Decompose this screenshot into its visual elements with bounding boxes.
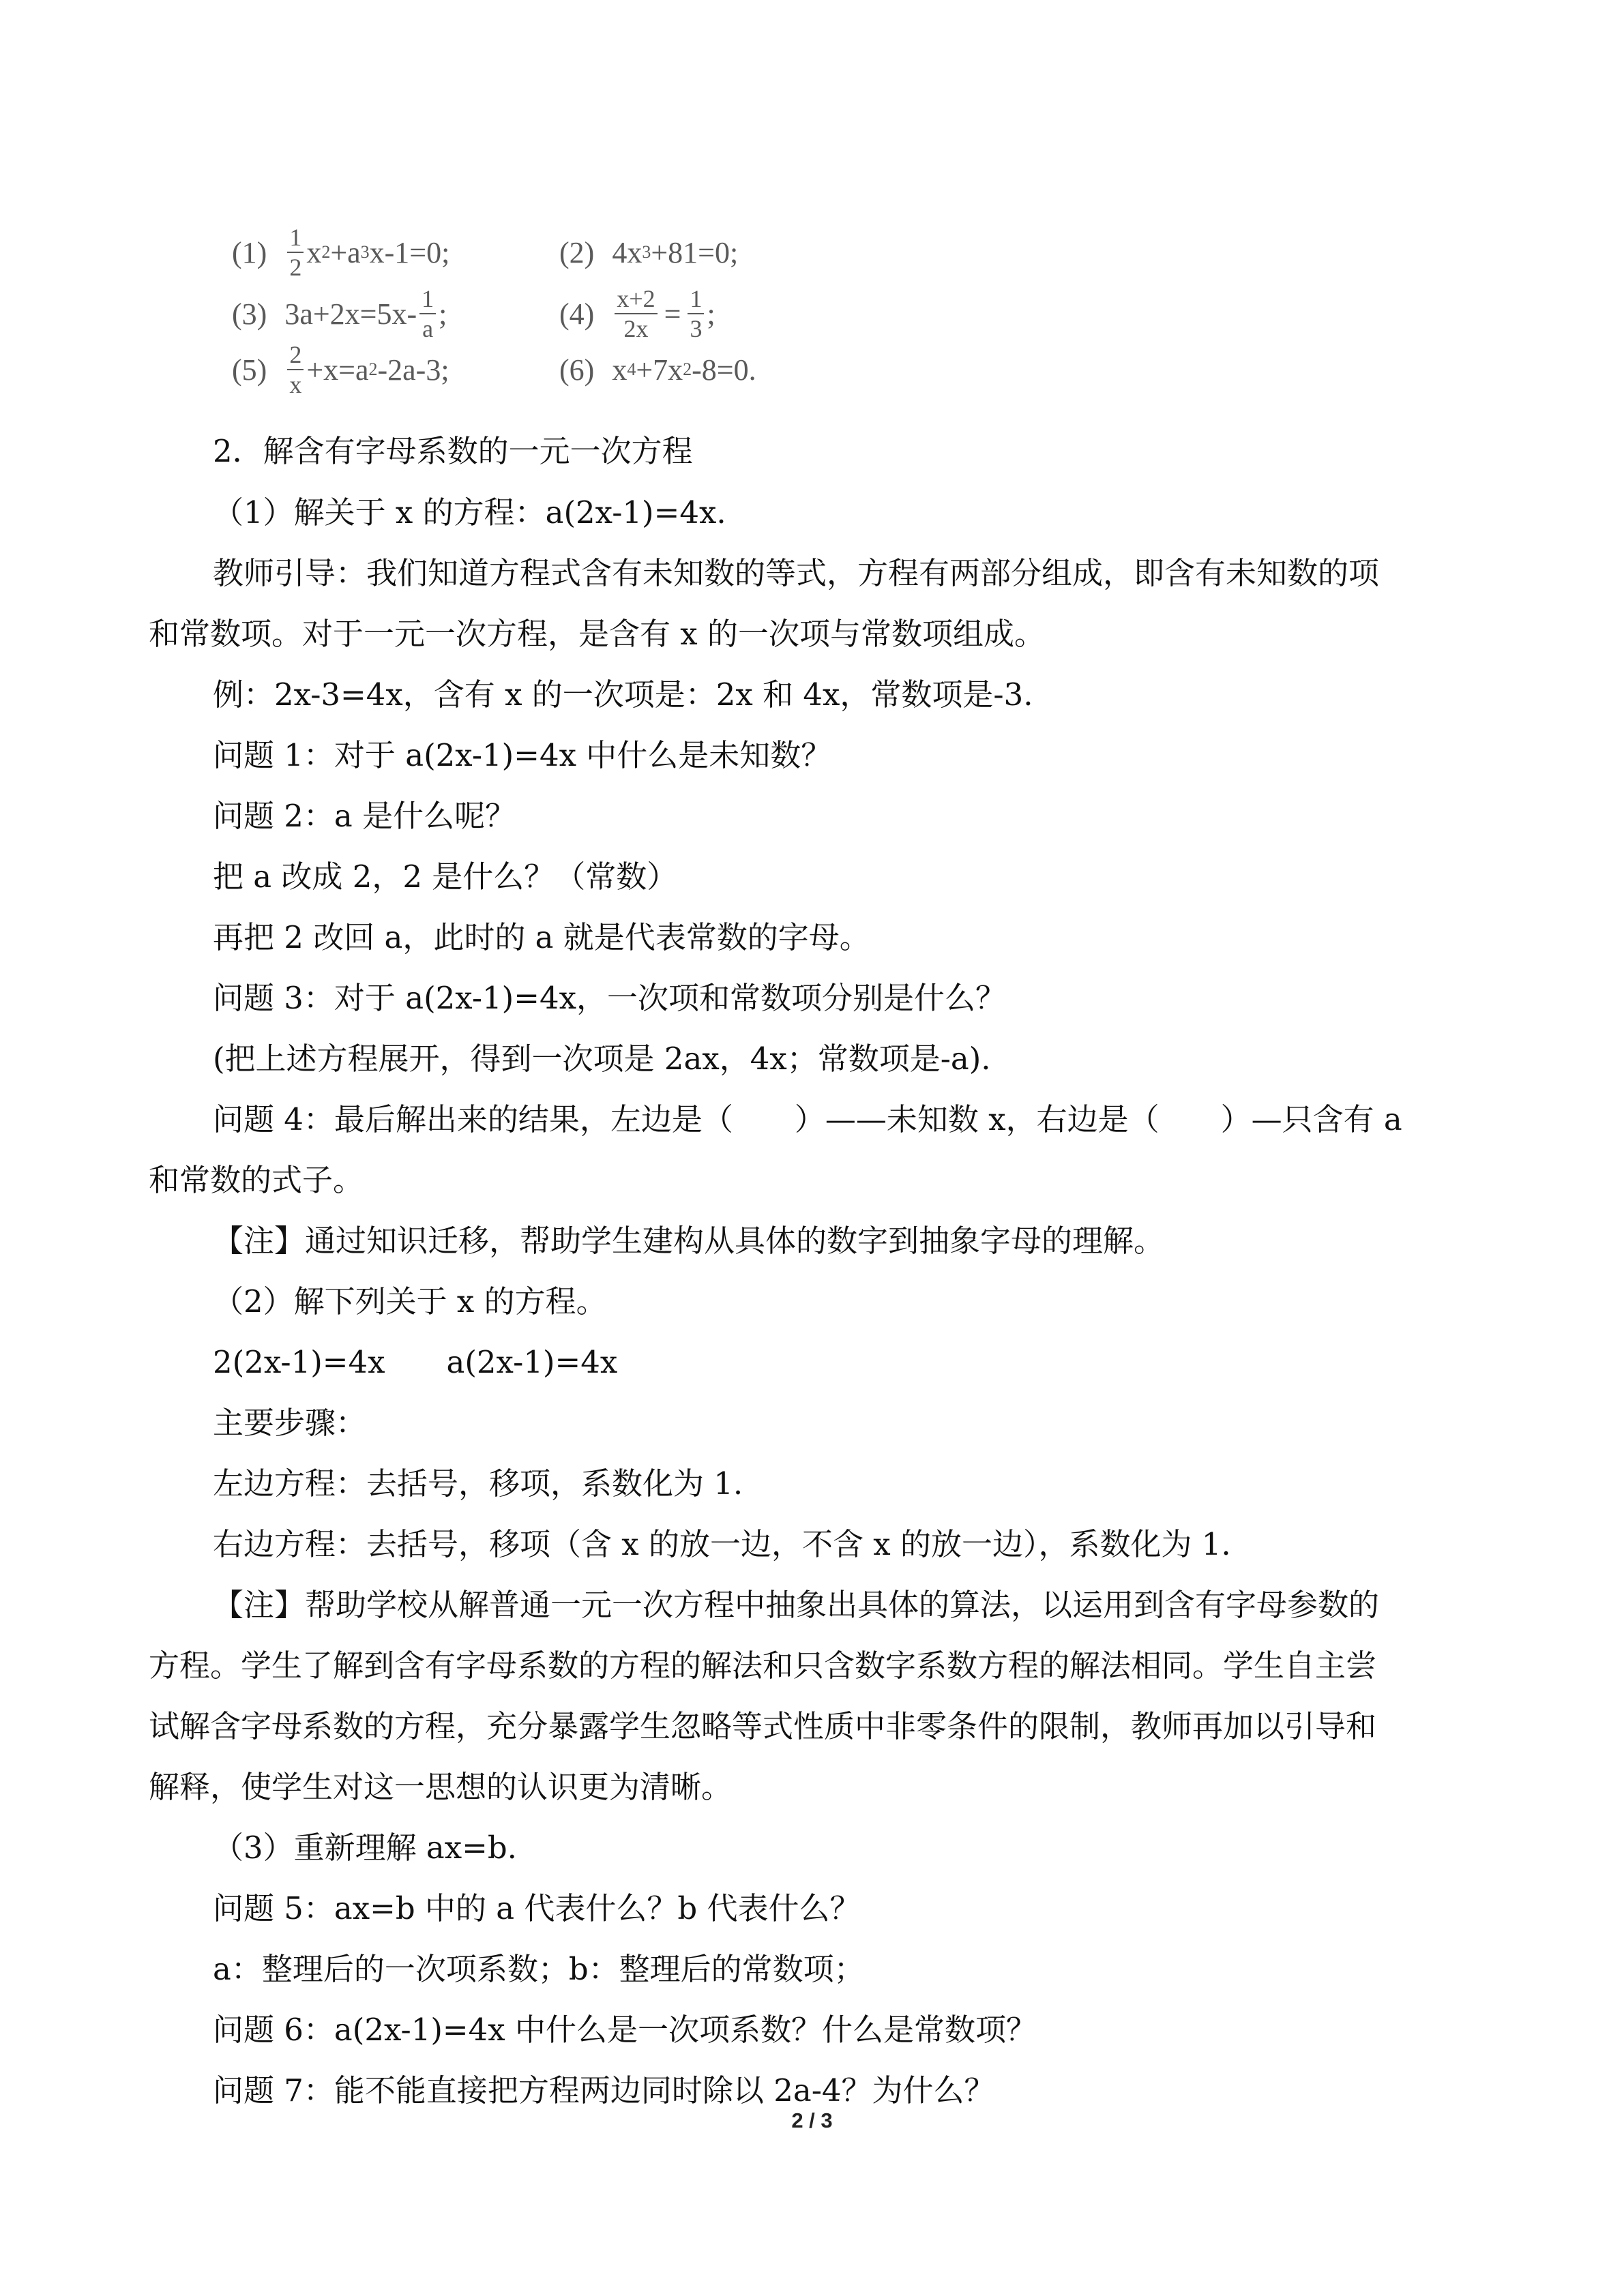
equation-1: (1) $\frac{1}{2}$ x 2 +a 3 x-1=0;: [232, 224, 450, 281]
fraction: $\frac{1}{a}$: [419, 286, 436, 341]
fraction: $\frac{1}{2}$: [287, 225, 304, 280]
equation-2: (2) 4x 3 +81=0;: [559, 235, 739, 269]
paragraph-line: 方程。学生了解到含有字母系数的方程的解法和只含数字系数方程的解法相同。学生自主尝: [149, 1648, 1377, 1684]
question-line: 问题 1：对于 a(2x-1)=4x 中什么是未知数？: [213, 737, 832, 773]
equation-4: (4) $\frac{x+2}{2x}$ = $\frac{1}{3}$ ;: [559, 285, 715, 342]
fraction: $\frac{x+2}{2x}$: [615, 286, 657, 341]
equation-5: (5) $\frac{2}{x}$ +x=a 2 -2a-3;: [232, 341, 449, 398]
paragraph-line: 和常数项。对于一元一次方程，是含有 x 的一次项与常数项组成。: [149, 616, 1045, 652]
note-line: 【注】通过知识迁移，帮助学生建构从具体的数字到抽象字母的理解。: [213, 1223, 1165, 1259]
question-line: 问题 2：a 是什么呢？: [213, 798, 516, 834]
question-line: 问题 3：对于 a(2x-1)=4x，一次项和常数项分别是什么？: [213, 980, 1006, 1016]
subheading: （3）重新理解 ax=b.: [213, 1830, 517, 1866]
question-line: 问题 4：最后解出来的结果，左边是（ ）——未知数 x，右边是（ ）—只含有 a: [213, 1101, 1402, 1137]
paragraph-line: 和常数的式子。: [149, 1162, 364, 1198]
equation-3: (3) 3a+2x=5x- $\frac{1}{a}$ ;: [232, 285, 447, 342]
paragraph-line: 例：2x-3=4x，含有 x 的一次项是：2x 和 4x，常数项是-3.: [213, 676, 1033, 713]
paragraph-line: 试解含字母系数的方程，充分暴露学生忽略等式性质中非零条件的限制，教师再加以引导和: [149, 1708, 1377, 1744]
question-line: 问题 5：ax=b 中的 a 代表什么？b 代表什么？: [213, 1890, 861, 1926]
paragraph-line: 解释，使学生对这一思想的认识更为清晰。: [149, 1769, 733, 1805]
fraction: $\frac{1}{3}$: [688, 286, 704, 341]
question-line: 问题 7：能不能直接把方程两边同时除以 2a-4？为什么？: [213, 2072, 995, 2108]
note-line: 【注】帮助学校从解普通一元一次方程中抽象出具体的算法，以运用到含有字母参数的: [213, 1587, 1380, 1623]
paragraph-line: 主要步骤：: [213, 1405, 367, 1441]
fraction: $\frac{2}{x}$: [287, 342, 304, 397]
page-number: 2 / 3: [791, 2108, 833, 2132]
paragraph-line: 把 a 改成 2，2 是什么？（常数）: [213, 859, 678, 895]
paragraph-line: a：整理后的一次项系数；b：整理后的常数项；: [213, 1951, 865, 1987]
question-line: 问题 6：a(2x-1)=4x 中什么是一次项系数？什么是常数项？: [213, 2012, 1037, 2048]
paragraph-line: (把上述方程展开，得到一次项是 2ax，4x；常数项是-a).: [213, 1041, 991, 1077]
paragraph-line: 左边方程：去括号，移项，系数化为 1.: [213, 1465, 743, 1502]
paragraph-line: 右边方程：去括号，移项（含 x 的放一边，不含 x 的放一边），系数化为 1.: [213, 1526, 1231, 1562]
subheading: （1）解关于 x 的方程：a(2x-1)=4x.: [213, 494, 726, 531]
equation-6: (6) x 4 +7x 2 -8=0.: [559, 353, 756, 387]
equation-line: 2(2x-1)=4x a(2x-1)=4x: [213, 1344, 618, 1380]
paragraph-line: 再把 2 改回 a，此时的 a 就是代表常数的字母。: [213, 919, 870, 955]
section-heading: 2．解含有字母系数的一元一次方程: [213, 433, 693, 469]
subheading: （2）解下列关于 x 的方程。: [213, 1283, 607, 1320]
paragraph-line: 教师引导：我们知道方程式含有未知数的等式，方程有两部分组成，即含有未知数的项: [213, 555, 1380, 591]
